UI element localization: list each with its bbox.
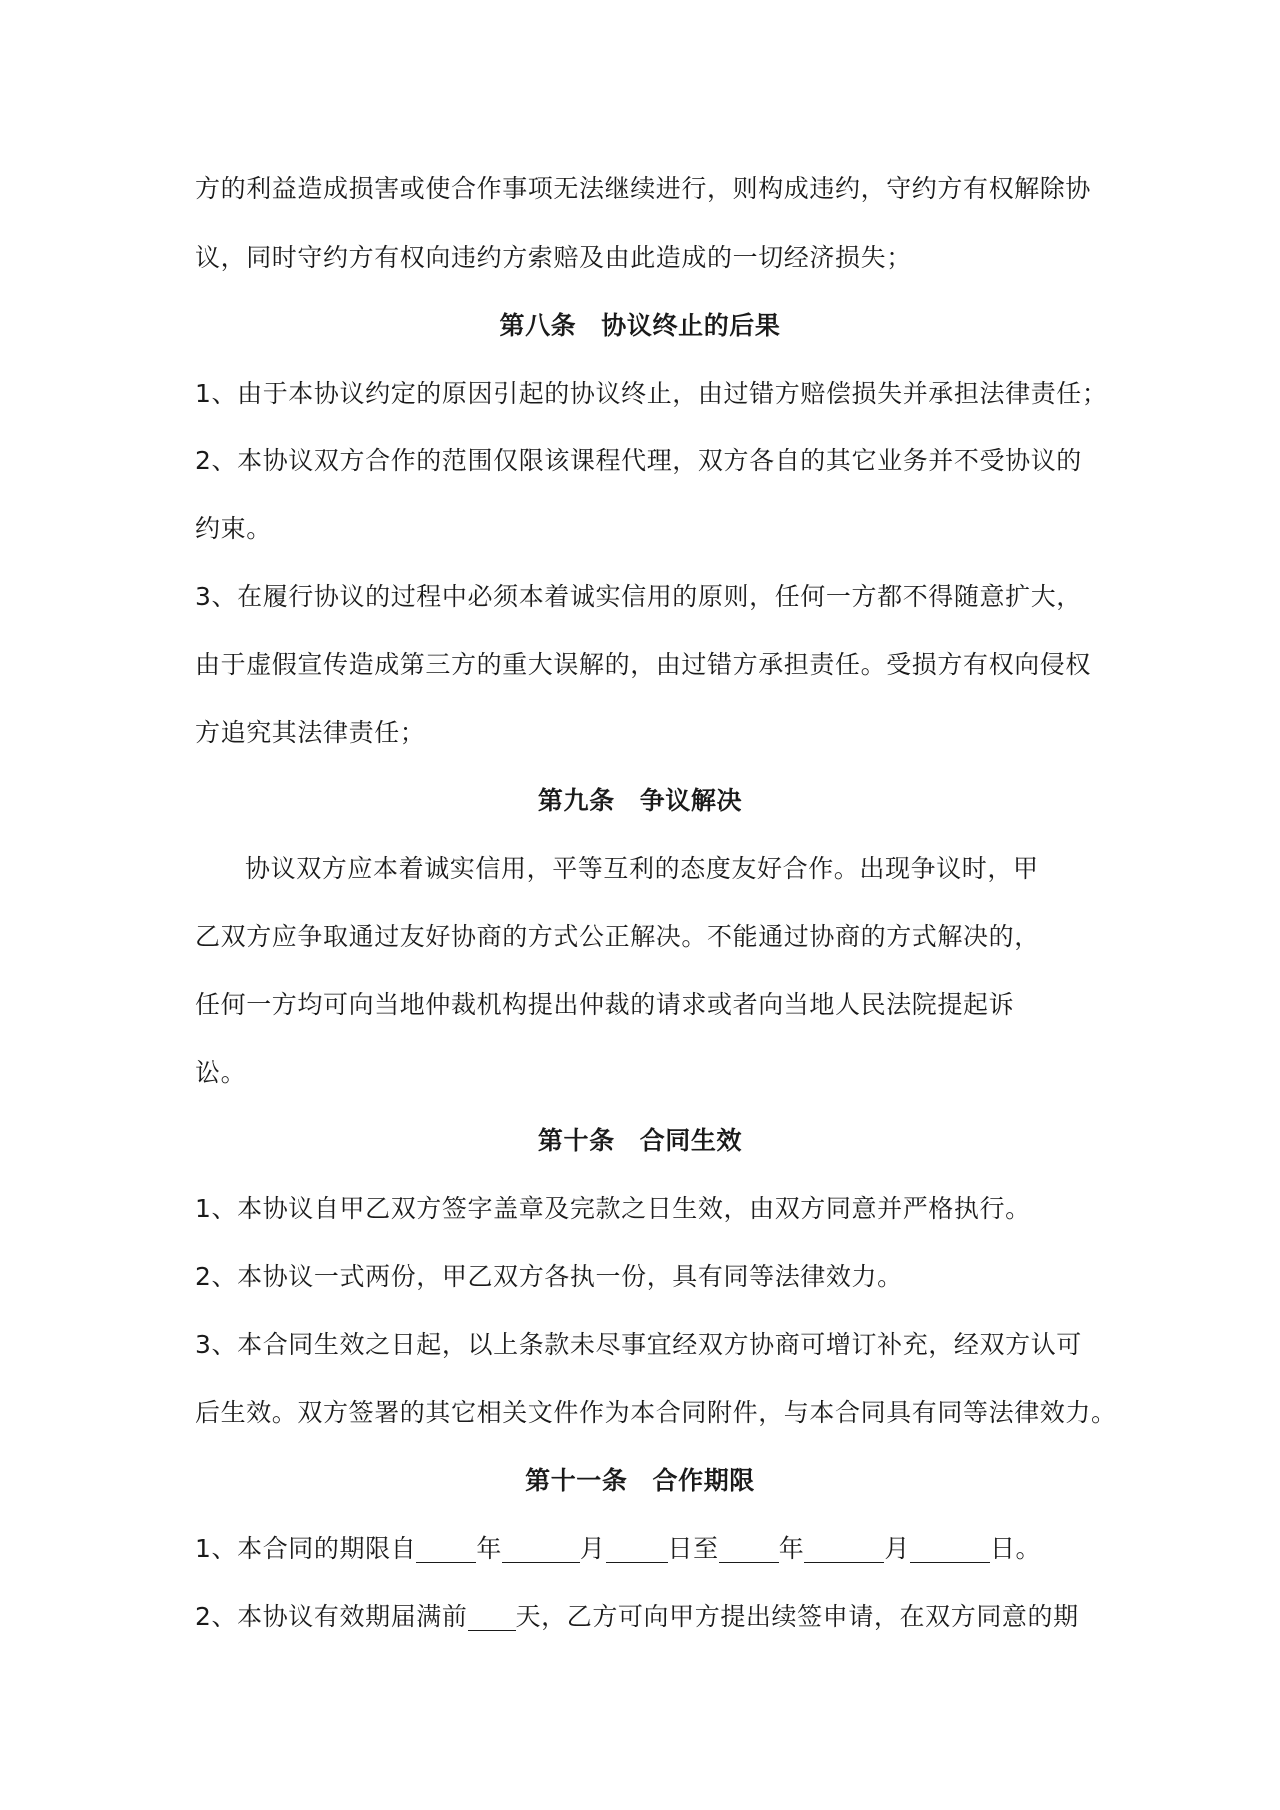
article-title: 合作期限	[652, 1466, 755, 1495]
article-title: 争议解决	[639, 786, 743, 815]
clause-8-2-cont: 约束。	[195, 514, 272, 543]
article-11-heading	[0, 1464, 1280, 1498]
renewal-suffix: 天，乙方可向甲方提出续签申请，在双方同意的期	[515, 1602, 1079, 1631]
year-label: 年	[476, 1534, 502, 1563]
article-10-heading	[0, 1124, 1280, 1158]
clause-10-2: 2、本协议一式两份，甲乙双方各执一份，具有同等法律效力。	[195, 1262, 903, 1291]
clause-8-3: 3、在履行协议的过程中必须本着诚实信用的原则，任何一方都不得随意扩大，	[195, 582, 1082, 611]
start-day-blank[interactable]	[606, 1536, 668, 1563]
article-9-paragraph-cont: 讼。	[195, 1058, 247, 1087]
end-month-blank[interactable]	[804, 1536, 884, 1563]
article-9-paragraph-cont: 乙双方应争取通过友好协商的方式公正解决。不能通过协商的方式解决的，	[195, 922, 1040, 951]
day-to-label: 日至	[667, 1534, 719, 1563]
article-9-heading	[0, 784, 1280, 818]
clause-10-1: 1、本协议自甲乙双方签字盖章及完款之日生效，由双方同意并严格执行。	[195, 1194, 1031, 1223]
clause-11-1	[195, 1532, 1041, 1566]
clause-8-2: 2、本协议双方合作的范围仅限该课程代理，双方各自的其它业务并不受协议的	[195, 446, 1082, 475]
end-year-blank[interactable]	[719, 1536, 779, 1563]
clause-10-3-cont: 后生效。双方签署的其它相关文件作为本合同附件，与本合同具有同等法律效力。	[195, 1398, 1117, 1427]
paragraph-line: 议，同时守约方有权向违约方索赔及由此造成的一切经济损失；	[195, 243, 912, 272]
article-title: 合同生效	[639, 1126, 743, 1155]
article-number: 第十条	[537, 1126, 615, 1155]
clause-10-3: 3、本合同生效之日起，以上条款未尽事宜经双方协商可增订补充，经双方认可	[195, 1330, 1082, 1359]
clause-8-3-cont: 方追究其法律责任；	[195, 718, 426, 747]
start-month-blank[interactable]	[502, 1536, 580, 1563]
end-day-blank[interactable]	[910, 1536, 990, 1563]
term-prefix: 1、本合同的期限自	[195, 1534, 417, 1563]
start-year-blank[interactable]	[416, 1536, 476, 1563]
renewal-prefix: 2、本协议有效期届满前	[195, 1602, 468, 1631]
clause-8-1: 1、由于本协议约定的原因引起的协议终止，由过错方赔偿损失并承担法律责任；	[195, 379, 1108, 408]
month-label: 月	[579, 1534, 606, 1563]
article-9-paragraph: 协议双方应本着诚实信用，平等互利的态度友好合作。出现争议时，甲	[245, 854, 1039, 883]
clause-8-3-cont: 由于虚假宣传造成第三方的重大误解的，由过错方承担责任。受损方有权向侵权	[195, 650, 1092, 679]
month-label: 月	[884, 1534, 910, 1563]
article-8-heading	[0, 309, 1280, 343]
paragraph-line: 方的利益造成损害或使合作事项无法继续进行，则构成违约，守约方有权解除协	[195, 174, 1092, 203]
article-title: 协议终止的后果	[601, 311, 781, 340]
article-number: 第九条	[537, 786, 615, 815]
clause-11-2	[195, 1600, 1079, 1634]
article-number: 第十一条	[525, 1466, 628, 1495]
article-9-paragraph-cont: 任何一方均可向当地仲裁机构提出仲裁的请求或者向当地人民法院提起诉	[195, 990, 1015, 1019]
article-number: 第八条	[499, 311, 577, 340]
year-label: 年	[778, 1534, 805, 1563]
days-blank[interactable]	[468, 1604, 516, 1631]
end-label: 日。	[989, 1534, 1042, 1563]
